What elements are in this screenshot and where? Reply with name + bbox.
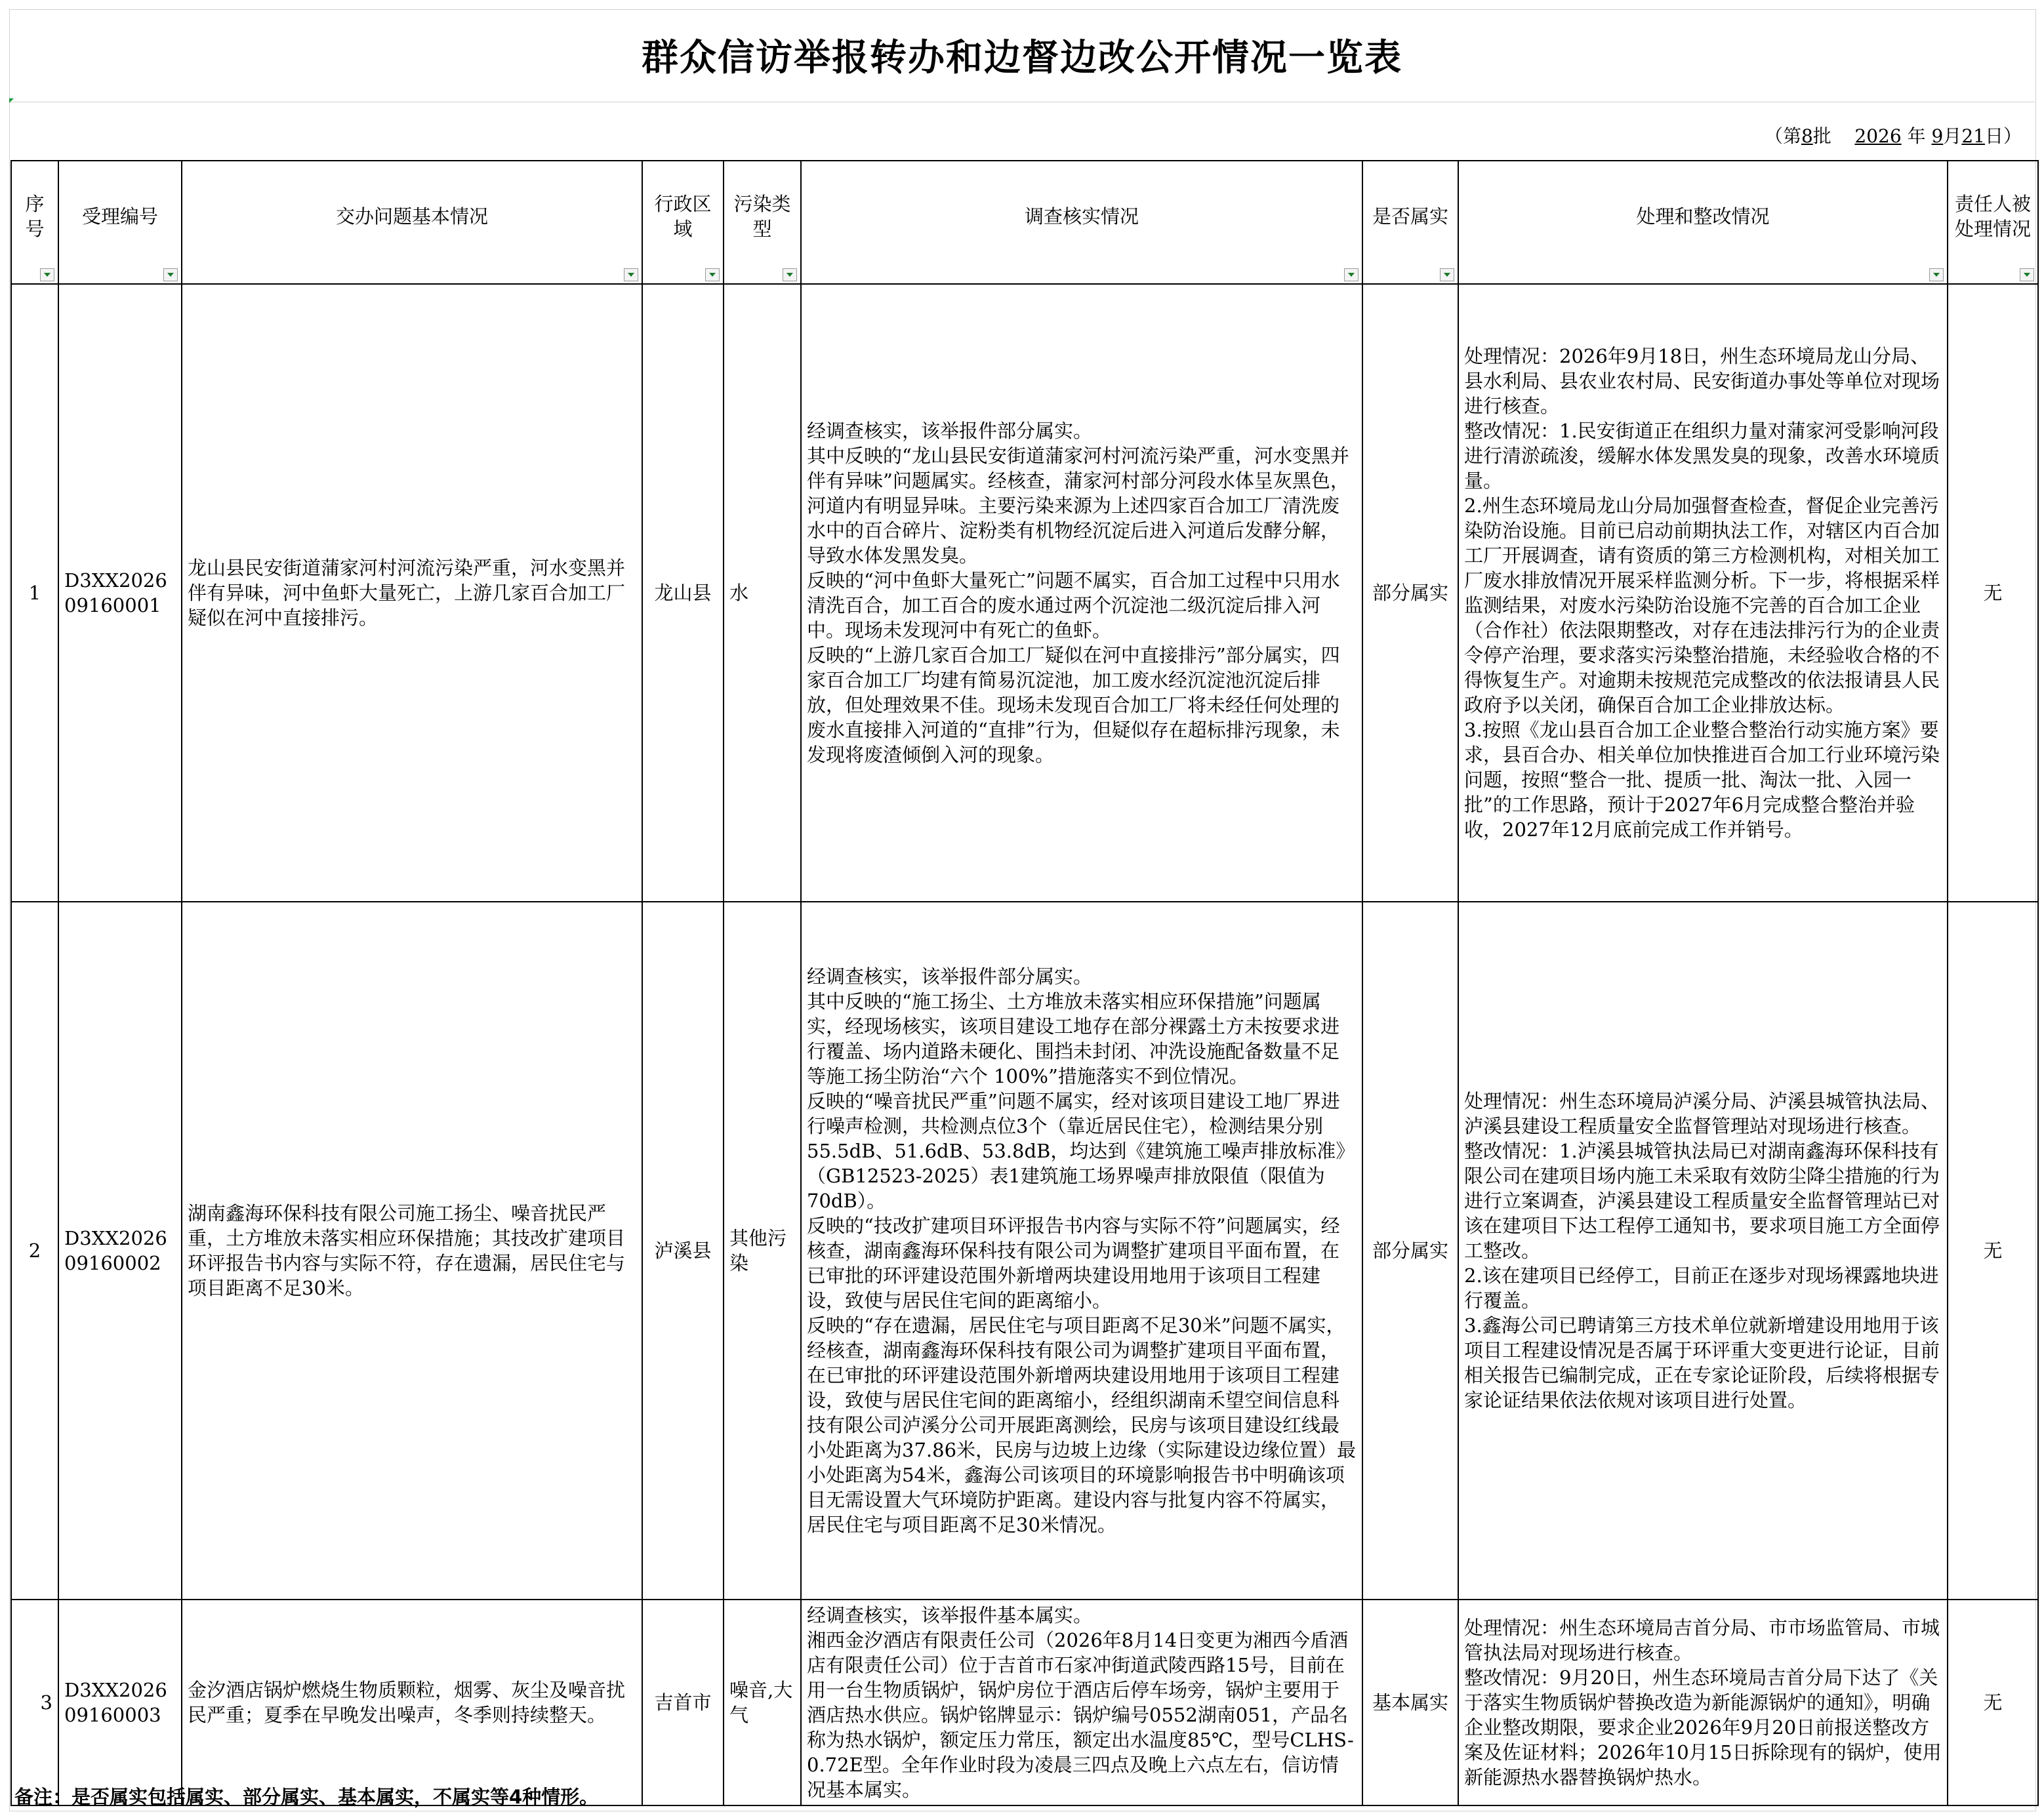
batch-label: 批 [1812, 125, 1831, 147]
cell-accountability[interactable]: 无 [1948, 284, 2038, 902]
cell-accountability[interactable]: 无 [1948, 1600, 2038, 1805]
cell-seq[interactable]: 1 [11, 284, 58, 902]
batch-prefix: （第 [1764, 125, 1801, 147]
filter-dropdown-icon[interactable] [1344, 268, 1359, 281]
page-title: 群众信访举报转办和边督边改公开情况一览表 [642, 36, 1402, 79]
header-case-no [58, 161, 182, 284]
year-label: 年 [1907, 125, 1926, 147]
header-accountability-label: 责任人被处理情况 [1954, 193, 2031, 240]
cell-verdict[interactable]: 部分属实 [1362, 902, 1458, 1600]
cell-investigation[interactable]: 经调查核实，该举报件部分属实。 其中反映的“施工扬尘、土方堆放未落实相应环保措施”问题属实，经现场核实，该项目建设工地存在部分裸露土方未按要求进行覆盖、场内道路未硬化、围挡未封闭、冲洗设施配备数量不足等施工扬尘防治“六个 100%”措施落实不到位情况。 反映的“噪音扰民严重”问题不属实，经对该项目建设工地厂界进行噪声检测，共检测点位3个（靠近居民住宅），检测结果分别55.5dB、51.6dB、53.8dB，均达到《建筑施工噪声排放标准》（GB12523-2025）表1建筑施工场界噪声排放限值（限值为70dB）。 反映的“技改扩建项目环评报告书内容与实际不符”问题属实，经核查，湖南鑫海环保科技有限公司为调整扩建项目平面布置，在已审批的环评建设范围外新增两块建设用地用于该项目工程建设，致使与居民住宅间的距离缩小。 反映的“存在遗漏，居民住宅与项目距离不足30米”问题不属实，经核查，湖南鑫海环保科技有限公司为调整扩建项目平面布置，在已审批的环评建设范围外新增两块建设用地用于该项目工程建设，致使与居民住宅间的距离缩小，经组织湖南禾望空间信息科技有限公司泸溪分公司开展距离测绘，民房与该项目建设红线最小处距离为37.86米，民房与边坡上边缘（实际建设边缘位置）最小处距离为54米，鑫海公司该项目的环境影响报告书中明确该项目无需设置大气环境防护距离。建设内容与批复内容不符属实，居民住宅与项目距离不足30米情况。 [801, 902, 1362, 1600]
cell-issue[interactable]: 金汐酒店锅炉燃烧生物质颗粒，烟雾、灰尘及噪音扰民严重；夏季在早晚发出噪声，冬季则持续整天。 [182, 1600, 642, 1805]
batch-day: 21 [1961, 125, 1985, 147]
batch-number: 8 [1801, 125, 1813, 147]
batch-year: 2026 [1854, 125, 1902, 147]
filter-dropdown-icon[interactable] [624, 268, 638, 281]
cell-handling[interactable]: 处理情况：州生态环境局泸溪分局、泸溪县城管执法局、泸溪县建设工程质量安全监督管理站对现场进行核查。 整改情况：1.泸溪县城管执法局已对湖南鑫海环保科技有限公司在建项目场内施工未采取有效防尘降尘措施的行为进行立案调查，泸溪县建设工程质量安全监督管理站已对该在建项目下达工程停工通知书，要求项目施工方全面停工整改。 2.该在建项目已经停工，目前正在逐步对现场裸露地块进行覆盖。 3.鑫海公司已聘请第三方技术单位就新增建设用地用于该项目工程建设情况是否属于环评重大变更进行论证，目前相关报告已编制完成，正在专家论证阶段，后续将根据专家论证结果依法依规对该项目进行处置。 [1458, 902, 1948, 1600]
cell-comment-indicator-icon [9, 98, 14, 103]
batch-month: 9 [1931, 125, 1944, 147]
footnote: 备注：是否属实包括属实、部分属实、基本属实，不属实等4种情形。 [14, 1786, 599, 1808]
cell-verdict[interactable]: 基本属实 [1362, 1600, 1458, 1805]
filter-dropdown-icon[interactable] [705, 268, 720, 281]
cell-investigation[interactable]: 经调查核实，该举报件部分属实。 其中反映的“龙山县民安街道蒲家河村河流污染严重，河水变黑并伴有异味”问题属实。经核查，蒲家河村部分河段水体呈灰黑色，河道内有明显异味。主要污染来源为上述四家百合加工厂清洗废水中的百合碎片、淀粉类有机物经沉淀后进入河道后发酵分解，导致水体发黑发臭。 反映的“河中鱼虾大量死亡”问题不属实，百合加工过程中只用水清洗百合，加工百合的废水通过两个沉淀池二级沉淀后排入河中。现场未发现河中有死亡的鱼虾。 反映的“上游几家百合加工厂疑似在河中直接排污”部分属实，四家百合加工厂均建有简易沉淀池，加工废水经沉淀池沉淀后排放，但处理效果不佳。现场未发现百合加工厂将未经任何处理的废水直接排入河道的“直排”行为，但疑似存在超标排污现象，未发现将废渣倾倒入河的现象。 [801, 284, 1362, 902]
cell-issue[interactable]: 龙山县民安街道蒲家河村河流污染严重，河水变黑并伴有异味，河中鱼虾大量死亡，上游几家百合加工厂疑似在河中直接排污。 [182, 284, 642, 902]
table-row [11, 902, 2038, 1600]
header-region-label: 行政区域 [654, 193, 712, 240]
cell-pollution[interactable]: 水 [724, 284, 801, 902]
cell-accountability[interactable]: 无 [1948, 902, 2038, 1600]
header-verdict [1362, 161, 1458, 284]
cell-case-no[interactable]: D3XX202609160001 [58, 284, 182, 902]
header-row [11, 161, 2038, 284]
header-pollution [724, 161, 801, 284]
cell-issue[interactable]: 湖南鑫海环保科技有限公司施工扬尘、噪音扰民严重，土方堆放未落实相应环保措施；其技改扩建项目环评报告书内容与实际不符，存在遗漏，居民住宅与项目距离不足30米。 [182, 902, 642, 1600]
cell-verdict[interactable]: 部分属实 [1362, 284, 1458, 902]
header-investigation [801, 161, 1362, 284]
cell-region[interactable]: 泸溪县 [642, 902, 724, 1600]
cell-region[interactable]: 龙山县 [642, 284, 724, 902]
filter-dropdown-icon[interactable] [1440, 268, 1454, 281]
cell-region[interactable]: 吉首市 [642, 1600, 724, 1805]
header-case-no-label: 受理编号 [81, 205, 158, 228]
batch-info [1765, 122, 2022, 148]
cell-pollution[interactable]: 噪音,大气 [724, 1600, 801, 1805]
cell-handling[interactable]: 处理情况：2026年9月18日，州生态环境局龙山分局、县水利局、县农业农村局、民安街道办事处等单位对现场进行核查。 整改情况：1.民安街道正在组织力量对蒲家河受影响河段进行清淤疏浚，缓解水体发黑发臭的现象，改善水环境质量。 2.州生态环境局龙山分局加强督查检查，督促企业完善污染防治设施。目前已启动前期执法工作，对辖区内百合加工厂开展调查，请有资质的第三方检测机构，对相关加工厂废水排放情况开展采样监测分析。下一步，将根据采样监测结果，对废水污染防治设施不完善的百合加工企业（合作社）依法限期整改，对存在违法排污行为的企业责令停产治理，要求落实污染整治措施，未经验收合格的不得恢复生产。对逾期未按规范完成整改的依法报请县人民政府予以关闭，确保百合加工企业排放达标。 3.按照《龙山县百合加工企业整合整治行动实施方案》要求，县百合办、相关单位加快推进百合加工行业环境污染问题，按照“整合一批、提质一批、淘汰一批、入园一批”的工作思路，预计于2027年6月完成整合整治并验收，2027年12月底前完成工作并销号。 [1458, 284, 1948, 902]
cell-case-no[interactable]: D3XX202609160003 [58, 1600, 182, 1805]
cell-handling[interactable]: 处理情况：州生态环境局吉首分局、市市场监管局、市城管执法局对现场进行核查。 整改情况：9月20日，州生态环境局吉首分局下达了《关于落实生物质锅炉替换改造为新能源锅炉的通知》，明确企业整改期限，要求企业2026年9月20日前报送整改方案及佐证材料；2026年10月15日拆除现有的锅炉，使用新能源热水器替换锅炉热水。 [1458, 1600, 1948, 1805]
header-issue-label: 交办问题基本情况 [335, 205, 488, 228]
header-pollution-label: 污染类型 [733, 193, 791, 240]
cell-case-no[interactable]: D3XX202609160002 [58, 902, 182, 1600]
header-investigation-label: 调查核实情况 [1024, 205, 1139, 228]
day-label: 日） [1984, 125, 2022, 147]
header-seq-label: 序号 [25, 193, 45, 240]
header-handling [1458, 161, 1948, 284]
header-handling-label: 处理和整改情况 [1636, 205, 1770, 228]
header-region [642, 161, 724, 284]
header-accountability [1948, 161, 2038, 284]
table-row [11, 1600, 2038, 1805]
header-issue [182, 161, 642, 284]
header-seq [11, 161, 58, 284]
cell-seq[interactable]: 2 [11, 902, 58, 1600]
filter-dropdown-icon[interactable] [2020, 268, 2034, 281]
report-table [10, 160, 2039, 1806]
table-row [11, 284, 2038, 902]
cell-investigation[interactable]: 经调查核实，该举报件基本属实。 湘西金汐酒店有限责任公司（2026年8月14日变更为湘西今盾酒店有限责任公司）位于吉首市石家冲街道武陵西路15号，目前在用一台生物质锅炉，锅炉房位于酒店后停车场旁，锅炉主要用于酒店热水供应。锅炉铭牌显示：锅炉编号0552湖南051，产品名称为热水锅炉，额定压力常压，额定出水温度85℃，型号CLHS-0.72E型。全年作业时段为凌晨三四点及晚上六点左右，信访情况基本属实。 [801, 1600, 1362, 1805]
filter-dropdown-icon[interactable] [40, 268, 54, 281]
header-verdict-label: 是否属实 [1372, 205, 1448, 228]
cell-pollution[interactable]: 其他污染 [724, 902, 801, 1600]
filter-dropdown-icon[interactable] [783, 268, 797, 281]
month-label: 月 [1943, 125, 1962, 147]
cell-seq[interactable]: 3 [11, 1600, 58, 1805]
filter-dropdown-icon[interactable] [163, 268, 178, 281]
filter-dropdown-icon[interactable] [1929, 268, 1944, 281]
